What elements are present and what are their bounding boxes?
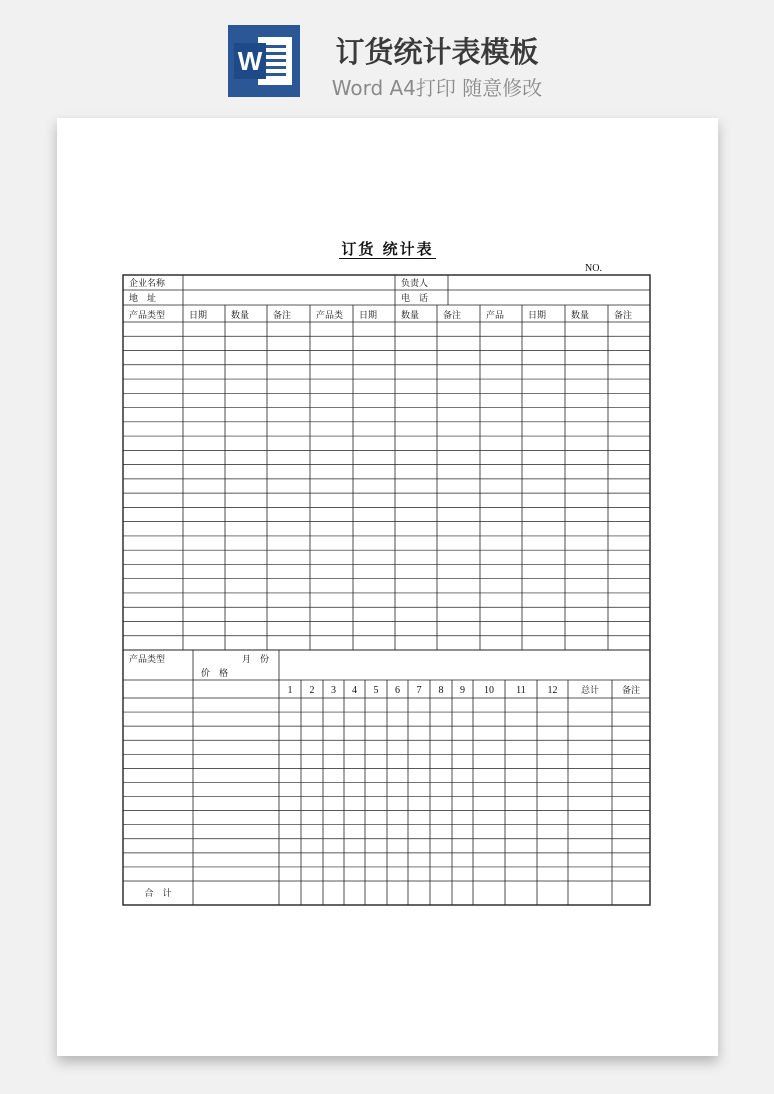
address-label: 地 址: [129, 294, 157, 304]
column-header: 产品: [486, 311, 505, 321]
month-number: 4: [352, 685, 357, 696]
product-type-label: 产品类型: [129, 655, 166, 665]
column-header: 数量: [571, 311, 590, 321]
column-header: 日期: [359, 311, 378, 321]
month-number: 1: [287, 685, 293, 696]
month-number: 9: [460, 685, 465, 696]
month-number: 6: [395, 685, 400, 696]
column-header: 备注: [614, 311, 633, 321]
page-title: 订货统计表模板: [335, 35, 539, 69]
month-number: 8: [438, 685, 444, 696]
column-header: 数量: [401, 311, 420, 321]
page-subtitle: Word A4打印 随意修改: [331, 76, 543, 100]
order-form-table: [57, 118, 718, 1056]
document-sheet: [57, 118, 718, 1056]
month-number: 7: [416, 685, 422, 696]
price-label: 价 格: [201, 669, 229, 679]
month-number: 10: [484, 685, 494, 696]
month-number: 2: [309, 685, 315, 696]
column-header: 日期: [189, 311, 208, 321]
column-header: 日期: [528, 311, 547, 321]
month-number: 12: [547, 685, 558, 696]
number-label: NO.: [585, 263, 602, 274]
column-header: 产品类型: [129, 311, 166, 321]
company-label: 企业名称: [129, 279, 166, 289]
manager-label: 负责人: [401, 279, 429, 289]
column-header: 数量: [231, 311, 250, 321]
total-label: 总计: [580, 686, 600, 696]
month-label: 月 份: [242, 655, 270, 665]
word-badge: W: [234, 43, 266, 79]
phone-label: 电 话: [401, 294, 429, 304]
word-icon: [228, 25, 300, 97]
header: [0, 0, 774, 110]
column-header: 备注: [443, 311, 462, 321]
month-number: 3: [331, 685, 336, 696]
sum-label: 合 计: [144, 889, 172, 899]
remark-label: 备注: [621, 686, 641, 696]
month-number: 11: [516, 685, 526, 696]
column-header: 产品类: [316, 311, 344, 321]
column-header: 备注: [273, 311, 292, 321]
month-number: 5: [373, 685, 379, 696]
document-title: 订货 统计表: [341, 240, 434, 258]
